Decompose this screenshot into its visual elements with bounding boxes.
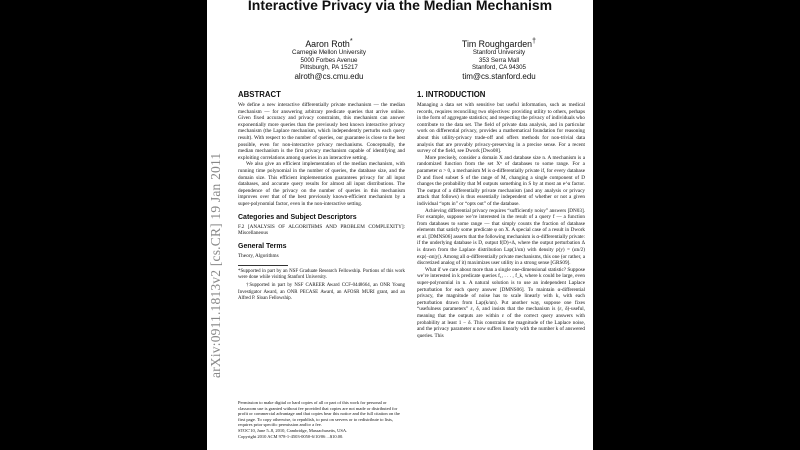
author-address: Pittsburgh, PA 15217 <box>300 64 358 72</box>
left-column <box>238 90 405 304</box>
permission-text: Permission to make digital or hard copies of all or part of this work for personal or classroom use is granted without fee provided that copies are not made or distributed for profit or commercial advantage and that copies bear this notice and the full citation on the first page. To copy otherwise, to republish, to post on servers or to redistribute to lists, requires prior specific permission and/or a fee. <box>238 400 400 428</box>
copyright-text: Copyright 2010 ACM 978-1-4503-0050-6/10/06 ...$10.00. <box>238 433 344 439</box>
footnote-rule <box>238 265 288 266</box>
abstract-paragraph: We define a new interactive differentially private mechanism — the median mechanism — for answering arbitrary predicate queries that arrive online. Given fixed accuracy and privacy constraints, this mechanism can answer exponentially more queries than the previously best known interactive privacy mechanism (the Laplace mechanism, which independently perturbs each query result). With respect to the number of queries, our guarantee is close to the best possible, even for non-interactive privacy mechanisms. Conceptually, the median mechanism is the first privacy mechanism capable of identifying and exploiting correlations among queries in an interactive setting. <box>238 102 405 161</box>
right-column <box>417 90 585 339</box>
author-block-2 <box>439 36 559 81</box>
author-name: Tim Roughgarden† <box>461 36 537 49</box>
author-address: 5000 Forbes Avenue <box>300 56 358 64</box>
intro-paragraph: Achieving differential privacy requires “sufficiently noisy” answers [DN03]. For example, suppose we’re interested in the result of a query f — a function from databases to some range — that simply counts the fraction of database elements that satisfy some predicate φ on X. A special case of a result in Dwork et al. [DMNS06] asserts that the following mechanism is α-differentially private: if the underlying database is D, output f(D)+Δ, where the output perturbation Δ is drawn from the Laplace distribution Lap(1/αn) with density p(y) = (αn/2) exp(−αn|y|). Among all α-differentially private mechanisms, this one (or rather, a discretized analog of it) maximizes user utility in a strong sense [GRS09]. <box>417 207 585 267</box>
categories-text: F.2 [ANALYSIS OF ALGORITHMS AND PROBLEM COMPLEXITY]: Miscellaneous <box>238 223 405 237</box>
terms-text: Theory, Algorithms <box>238 252 279 259</box>
author-email[interactable]: tim@cs.stanford.edu <box>462 71 536 81</box>
intro-paragraph: Managing a data set with sensitive but useful information, such as medical records, requires reconciling two objectives: providing utility to others, perhaps in the form of aggregate statistics; and respecting the privacy of individuals who contribute to the data set. The field of private data analysis, and in particular work on differential privacy, provides a mathematical foundation for reasoning about this utility-privacy trade-off and offers methods for non-trivial data analysis that are provably privacy-preserving in a precise sense. For a recent survey of the field, see Dwork [Dwo08]. <box>417 102 585 155</box>
permission-block <box>238 400 405 439</box>
author-email[interactable]: alroth@cs.cmu.edu <box>294 71 364 81</box>
footnote: *Supported in part by an NSF Graduate Research Fellowship. Portions of this work were done while visiting Stanford University. <box>238 269 405 281</box>
venue-text: STOC'10, June 5–8, 2010, Cambridge, Massachusetts, USA. <box>238 427 348 433</box>
terms-heading: General Terms <box>238 242 287 250</box>
author-affiliation: Carnegie Mellon University <box>292 48 366 56</box>
author-affiliation: Stanford University <box>472 48 526 56</box>
abstract-heading: ABSTRACT <box>238 90 281 99</box>
introduction-heading: 1. INTRODUCTION <box>417 90 486 99</box>
author-address: 353 Serra Mall <box>478 56 520 64</box>
paper-title: Interactive Privacy via the Median Mechanism <box>247 0 553 13</box>
arxiv-identifier: arXiv:0911.1813v2 [cs.CR] 19 Jan 2011 <box>208 152 223 378</box>
categories-heading: Categories and Subject Descriptors <box>238 213 357 221</box>
intro-paragraph: More precisely, consider a domain X and database size n. A mechanism is a randomized function from the set Xⁿ of databases to some range. For a parameter α > 0, a mechanism M is α-differentially private if, for every database D and fixed subset S of the range of M, changing a single component of D changes the probability that M outputs something in S by at most an e^α factor. The output of a differentially private mechanism (and any analysis or privacy attack that follows) is thus essentially independent of whether or not a given individual “opts in” or “opts out” of the database. <box>417 154 585 207</box>
author-address: Stanford, CA 94305 <box>471 64 526 72</box>
paper-page <box>207 0 593 450</box>
author-block-1 <box>269 36 389 81</box>
author-name: Aaron Roth* <box>305 36 353 49</box>
footnote: †Supported in part by NSF CAREER Award CCF-0448664, an ONR Young Investigator Award, an ONR PECASE Award, an AFOSR MURI grant, and an Alfred P. Sloan Fellowship. <box>238 283 405 301</box>
intro-paragraph: What if we care about more than a single one-dimensional statistic? Suppose we’re interested in k predicate queries f₁, . . . , f_k, where k could be large, even super-polynomial in n. A natural solution is to use an independent Laplace perturbation for each query answer [DMNS06]. To maintain α-differential privacy, the magnitude of noise has to scale linearly with k, with each perturbation drawn from Lap(k/αn). Put another way, suppose one fixes “usefulness parameters” ε, δ, and insists that the mechanism is (ε, δ)-useful, meaning that the outputs are within ε of the correct query answers with probability at least 1 − δ. This constrains the magnitude of the Laplace noise, and the privacy parameter α now suffers linearly with the number k of answered queries. This <box>417 266 585 339</box>
abstract-paragraph: We also give an efficient implementation of the median mechanism, with running time polynomial in the number of queries, the database size, and the domain size. This efficient implementation guarantees privacy for all input databases, and accurate query results for almost all input distributions. The dependence of the privacy on the number of queries in this mechanism improves over that of the best previously known-efficient mechanism by a super-polynomial factor, even in the non-interactive setting. <box>238 161 405 207</box>
